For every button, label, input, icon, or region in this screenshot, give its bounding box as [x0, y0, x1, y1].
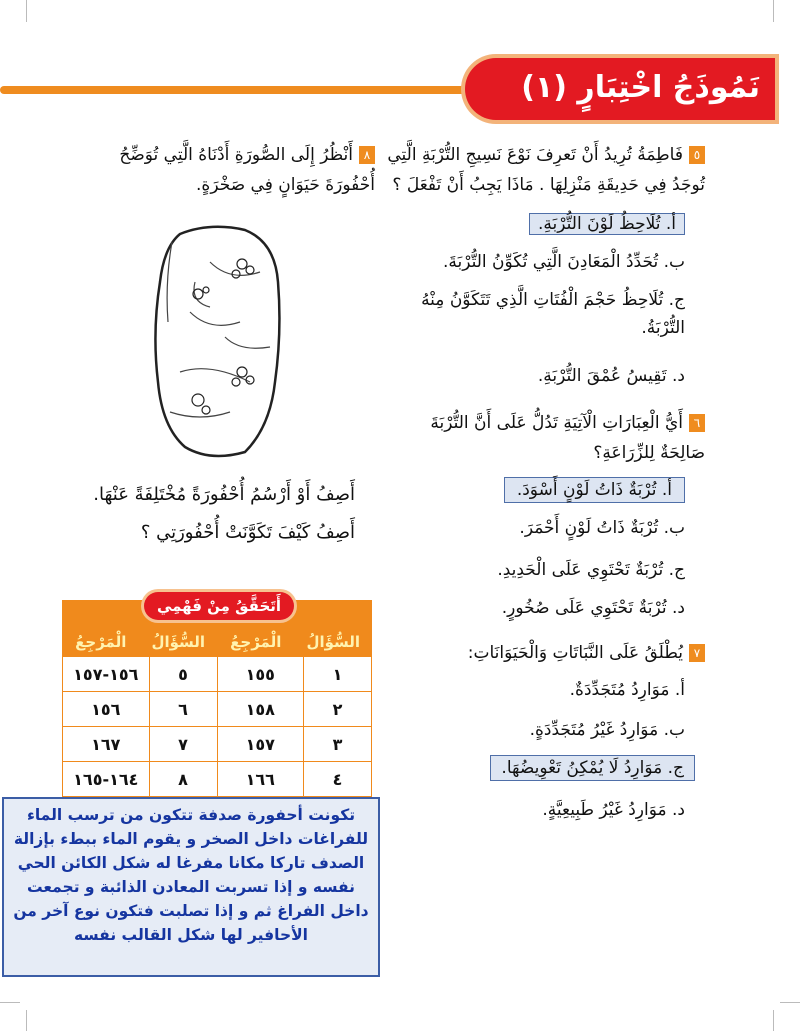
crop-mark: [0, 1002, 20, 1003]
question-number: ٦: [689, 414, 705, 432]
column-header: الْمَرْجِعُ: [75, 633, 127, 651]
q7-option-c[interactable]: ج. مَوَارِدُ لَا يُمْكِنُ تَعْوِيضُهَا.: [490, 754, 695, 782]
question-7: [385, 638, 705, 668]
question-8-task-1: أَصِفُ أَوْ أَرْسُمُ أُحْفُورَةً مُخْتَلِفَةً عَنْهَا.: [93, 484, 355, 505]
page-title: نَمُوذَجُ اخْتِبَارٍ (١): [521, 70, 760, 105]
q6-option-c[interactable]: ج. تُرْبَةٌ تَحْتَوِي عَلَى الْحَدِيدِ.: [497, 560, 685, 580]
question-number: ٨: [359, 146, 375, 164]
q5-option-a[interactable]: أ. تُلَاحِظُ لَوْنَ التُّرْبَةِ.: [529, 210, 685, 238]
header-rule: [0, 86, 470, 94]
table-title: أَتَحَقَّقُ مِنْ فَهْمِي: [144, 592, 294, 620]
column-header: السُّؤَالُ: [306, 633, 361, 651]
question-8: [75, 140, 375, 200]
question-text: أَيُّ الْعِبَارَاتِ الْآتِيَةِ تَدُلُّ عَلَى أَنَّ التُّرْبَةَ صَالِحَةٌ لِلزِّرَاعَةِ؟: [430, 413, 705, 463]
q5-option-b[interactable]: ب. تُحَدِّدُ الْمَعَادِنَ الَّتِي تُكَوِّنُ التُّرْبَةَ.: [442, 252, 685, 272]
fossil-rock-image: [150, 222, 285, 462]
table-row: ١ ١٥٥ ٥ ١٥٦-١٥٧: [63, 657, 372, 692]
question-text: أَنْظُرُ إِلَى الصُّورَةِ أَدْنَاهُ الَّتِي تُوَضِّحُ أُحْفُورَةَ حَيَوَانٍ فِي صَخْرَةٍ.: [119, 145, 375, 195]
table-body: [62, 656, 372, 797]
q5-option-d[interactable]: د. تَقِيسُ عُمْقَ التُّرْبَةِ.: [537, 366, 685, 386]
crop-mark: [773, 1010, 774, 1031]
table-row: ٢ ١٥٨ ٦ ١٥٦: [63, 692, 372, 727]
q6-option-b[interactable]: ب. تُرْبَةٌ ذَاتُ لَوْنٍ أَحْمَرَ.: [519, 518, 685, 538]
question-number: ٥: [689, 146, 705, 164]
q5-option-c[interactable]: ج. تُلَاحِظُ حَجْمَ الْفُتَاتِ الَّذِي تَتَكَوَّنُ مِنْهُ التُّرْبَةُ.: [421, 290, 685, 338]
crop-mark: [26, 1010, 27, 1031]
question-6: [385, 408, 705, 468]
q7-option-d[interactable]: د. مَوَارِدُ غَيْرُ طَبِيعِيَّةٍ.: [542, 800, 685, 820]
table-columns: [62, 628, 372, 656]
column-header: السُّؤَالُ: [151, 633, 206, 651]
answer-box[interactable]: تكونت أحفورة صدفة تتكون من ترسب الماء للفراغات داخل الصخر و يقوم الماء ببطء بإزالة الصدف تاركا مكانا مفرغا له شكل الكائن الحي نفسه و إذا تسربت المعادن الذائبة و تجمعت داخل الفراغ ثم و إذا تصلبت فتكون نوع آخر من الأحافير لها شكل القالب نفسه: [2, 797, 380, 977]
question-text: يُطْلَقُ عَلَى النَّبَاتَاتِ وَالْحَيَوَانَاتِ:: [467, 643, 683, 663]
table-row: ٤ ١٦٦ ٨ ١٦٤-١٦٥: [63, 762, 372, 797]
question-number: ٧: [689, 644, 705, 662]
question-text: فَاطِمَةُ تُرِيدُ أَنْ تَعرِفَ نَوْعَ نَسِيجِ التُّرْبَةِ الَّتِي تُوجَدُ فِي حَدِيقَةِ مَنْزِلِهَا . مَاذَا يَجِبُ أَنْ تَفْعَلَ ؟: [387, 145, 705, 195]
crop-mark: [773, 0, 774, 22]
crop-mark: [26, 0, 27, 22]
question-8-task-2: أَصِفُ كَيْفَ تَكَوَّنَتْ أُحْفُورَتِي ؟: [140, 522, 355, 543]
crop-mark: [780, 1002, 800, 1003]
q7-option-a[interactable]: أ. مَوَارِدُ مُتَجَدِّدَةٌ.: [569, 680, 685, 700]
question-5: [385, 140, 705, 200]
q6-option-a[interactable]: أ. تُرْبَةٌ ذَاتُ لَوْنٍ أَسْوَدَ.: [504, 476, 685, 504]
q7-option-b[interactable]: ب. مَوَارِدُ غَيْرُ مُتَجَدِّدَةٍ.: [529, 720, 685, 740]
table-row: ٣ ١٥٧ ٧ ١٦٧: [63, 727, 372, 762]
q6-option-d[interactable]: د. تُرْبَةٌ تَحْتَوِي عَلَى صُخُورٍ.: [501, 598, 685, 618]
column-header: الْمَرْجِعُ: [230, 633, 282, 651]
reference-table: [62, 597, 372, 790]
